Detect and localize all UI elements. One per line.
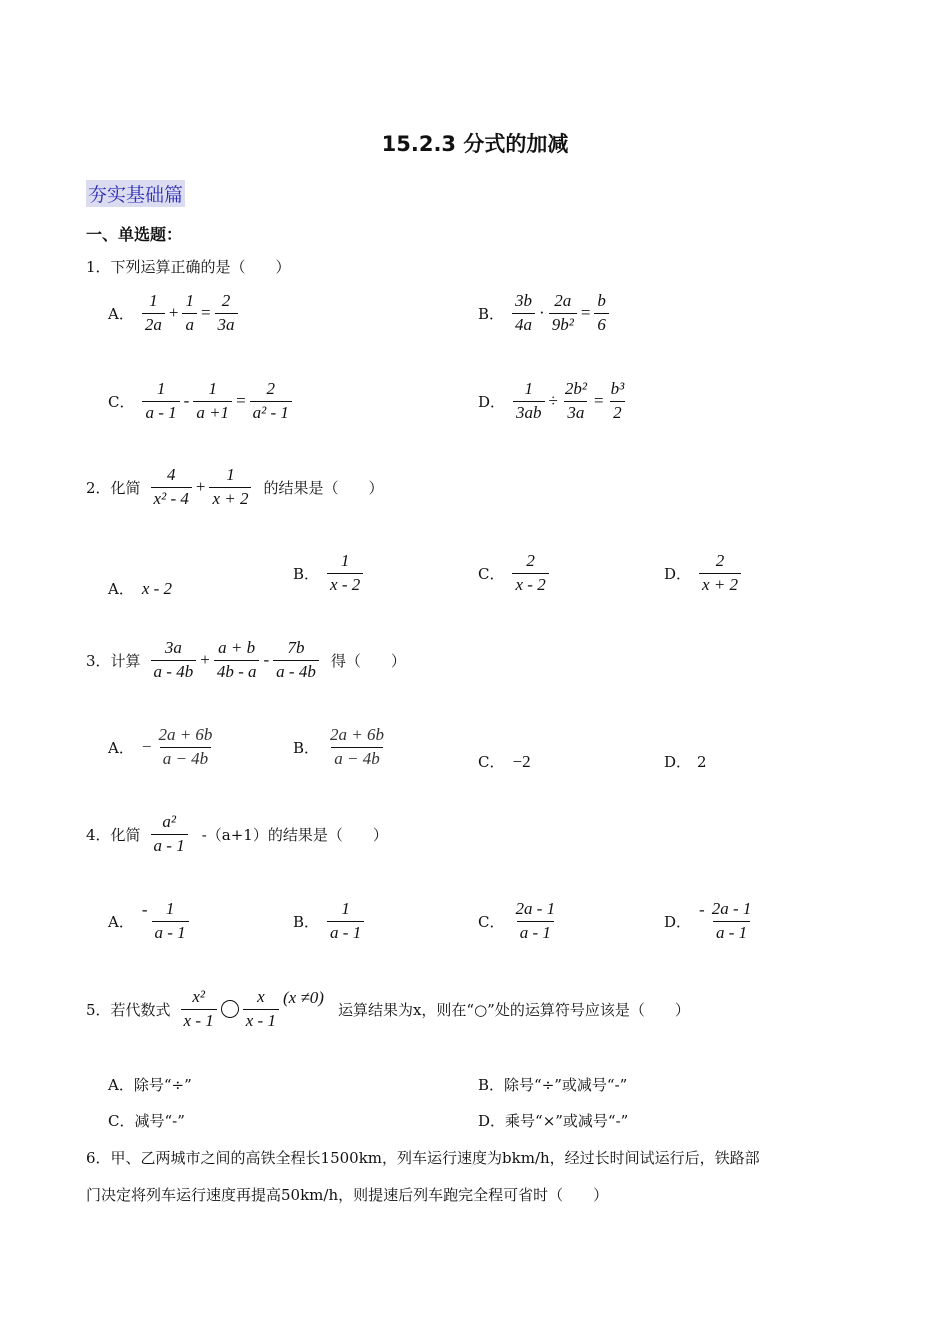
operator: ÷ [548, 391, 558, 411]
q3-option-b[interactable] [293, 724, 389, 771]
option-label: B． [478, 304, 505, 323]
fraction: $\frac{2a - 1}{a - 1}$ [709, 898, 755, 945]
fraction: $\frac{\text{2b²}}{3a}$ [562, 378, 590, 425]
operator: - [183, 391, 190, 411]
q5-option-c[interactable]: C．减号“-” [108, 1112, 185, 1130]
fraction: $\frac{2}{3a}$ [215, 290, 238, 337]
fraction: $\frac{1}{a - 1}$ [152, 898, 189, 945]
option-label: D． [664, 753, 692, 771]
q2-option-b[interactable] [293, 550, 365, 597]
fraction: $\frac{1}{a - 1}$ [142, 378, 179, 425]
q5-option-a[interactable]: A．除号“÷” [108, 1076, 192, 1094]
option-expression: x - 2 [141, 578, 173, 598]
question-5-stem [86, 986, 690, 1033]
fraction: $\frac{b}{6}$ [594, 290, 609, 337]
option-label: A． [108, 304, 134, 323]
q2-option-a[interactable] [108, 578, 174, 599]
fraction: $\frac{1}{a}$ [182, 290, 197, 337]
option-label: C． [478, 912, 505, 931]
q2-option-d[interactable] [664, 550, 743, 597]
option-label: D． [478, 392, 506, 411]
fraction: $\frac{2a + 6b}{a - 4b}$ [155, 724, 215, 771]
option-label: C． [478, 753, 505, 771]
operator: · [539, 303, 545, 323]
q4-option-b[interactable] [293, 898, 366, 945]
fraction: $\frac{\text{x²}}{x - 1}$ [181, 986, 217, 1033]
option-label: B． [293, 564, 320, 583]
fraction: $\frac{3b}{4a}$ [512, 290, 535, 337]
stem-suffix: 的结果是（ ） [263, 478, 384, 497]
minus-sign: - [141, 900, 148, 920]
option-label: B． [293, 738, 320, 757]
stem-suffix: 运算结果为x，则在“○”处的运算符号应该是（ ） [337, 1000, 690, 1019]
equals: = [593, 391, 604, 411]
condition: (x ≠0) [282, 988, 324, 1008]
q1-option-d[interactable] [478, 378, 629, 425]
page-title: 15.2.3 分式的加减 [381, 132, 569, 156]
operator: + [195, 477, 206, 497]
q3-option-d[interactable] [664, 751, 707, 772]
option-label: C． [108, 392, 135, 411]
q1-option-a[interactable] [108, 290, 240, 337]
operator-circle-icon [221, 1000, 239, 1018]
stem-suffix: 得（ ） [330, 651, 406, 670]
stem-prefix: 4．化简 [86, 825, 141, 844]
q5-option-d[interactable]: D．乘号“×”或减号“-” [478, 1112, 629, 1130]
fraction: $\frac{1}{x + 2}$ [209, 464, 251, 511]
fraction: $\frac{2a - 1}{a - 1}$ [512, 898, 558, 945]
fraction: $\frac{1}{2a}$ [142, 290, 165, 337]
option-label: B． [293, 912, 320, 931]
minus-sign: − [141, 737, 152, 757]
fraction: $\frac{1}{a +1}$ [193, 378, 232, 425]
operator: + [200, 650, 210, 670]
q2-option-c[interactable] [478, 550, 551, 597]
q1-option-b[interactable] [478, 290, 611, 337]
equals: = [580, 303, 591, 323]
option-expression: 2 [697, 752, 707, 771]
question-3-stem [86, 637, 406, 684]
fraction: $\frac{2}{x - 2}$ [512, 550, 548, 597]
fraction: $\frac{2}{x + 2}$ [699, 550, 741, 597]
q3-option-c[interactable] [478, 751, 533, 772]
equals: = [236, 391, 246, 411]
fraction: $\frac{4}{\text{x² - 4}}$ [151, 464, 192, 511]
stem-prefix: 3．计算 [86, 651, 141, 670]
fraction: $\frac{1}{3ab}$ [513, 378, 545, 425]
option-label: D． [664, 564, 692, 583]
subsection-heading: 一、单选题： [86, 225, 183, 244]
fraction: $\frac{2}{\text{a² - 1}}$ [250, 378, 292, 425]
option-label: A． [108, 738, 134, 757]
operator: - [263, 650, 270, 670]
q3-option-a[interactable] [108, 724, 217, 771]
stem-suffix: -（a+1）的结果是（ ） [201, 825, 388, 844]
question-4-stem [86, 811, 388, 858]
fraction: $\frac{3a}{a - 4b}$ [151, 637, 197, 684]
q1-option-c[interactable] [108, 378, 294, 425]
fraction: $\frac{2a + 6b}{a - 4b}$ [327, 724, 387, 771]
fraction: $\frac{\text{a²}}{a - 1}$ [151, 811, 188, 858]
option-label: D． [664, 912, 692, 931]
question-2-stem [86, 464, 384, 511]
fraction: $\frac{2a}{\text{9b²}}$ [549, 290, 577, 337]
fraction: $\frac{a + b}{4b - a}$ [214, 637, 260, 684]
option-expression: −2 [512, 751, 531, 771]
minus-sign: - [699, 900, 705, 920]
option-label: A． [108, 912, 134, 931]
stem-prefix: 2．化简 [86, 478, 141, 497]
fraction: $\frac{7b}{a - 4b}$ [273, 637, 319, 684]
fraction: $\frac{1}{x - 2}$ [327, 550, 363, 597]
section-heading: 夯实基础篇 [86, 180, 185, 207]
q5-option-b[interactable]: B．除号“÷”或减号“-” [478, 1076, 628, 1094]
question-1-stem: 1．下列运算正确的是（ ） [86, 258, 291, 276]
q4-option-a[interactable] [108, 898, 191, 945]
fraction: $\frac{\text{b³}}{2}$ [608, 378, 628, 425]
option-label: C． [478, 564, 505, 583]
q4-option-d[interactable] [664, 898, 756, 945]
equals: = [200, 303, 211, 323]
fraction: $\frac{x}{x - 1}$ [243, 986, 279, 1033]
question-6-line-1: 6．甲、乙两城市之间的高铁全程长1500km，列车运行速度为bkm/h，经过长时间试运行后，铁路部 [86, 1149, 760, 1167]
q4-option-c[interactable] [478, 898, 560, 945]
option-label: A． [108, 580, 134, 598]
fraction: $\frac{1}{a - 1}$ [327, 898, 364, 945]
question-6-line-2: 门决定将列车运行速度再提高50km/h，则提速后列车跑完全程可省时（ ） [86, 1186, 609, 1204]
stem-prefix: 5．若代数式 [86, 1000, 171, 1019]
operator: + [168, 303, 179, 323]
